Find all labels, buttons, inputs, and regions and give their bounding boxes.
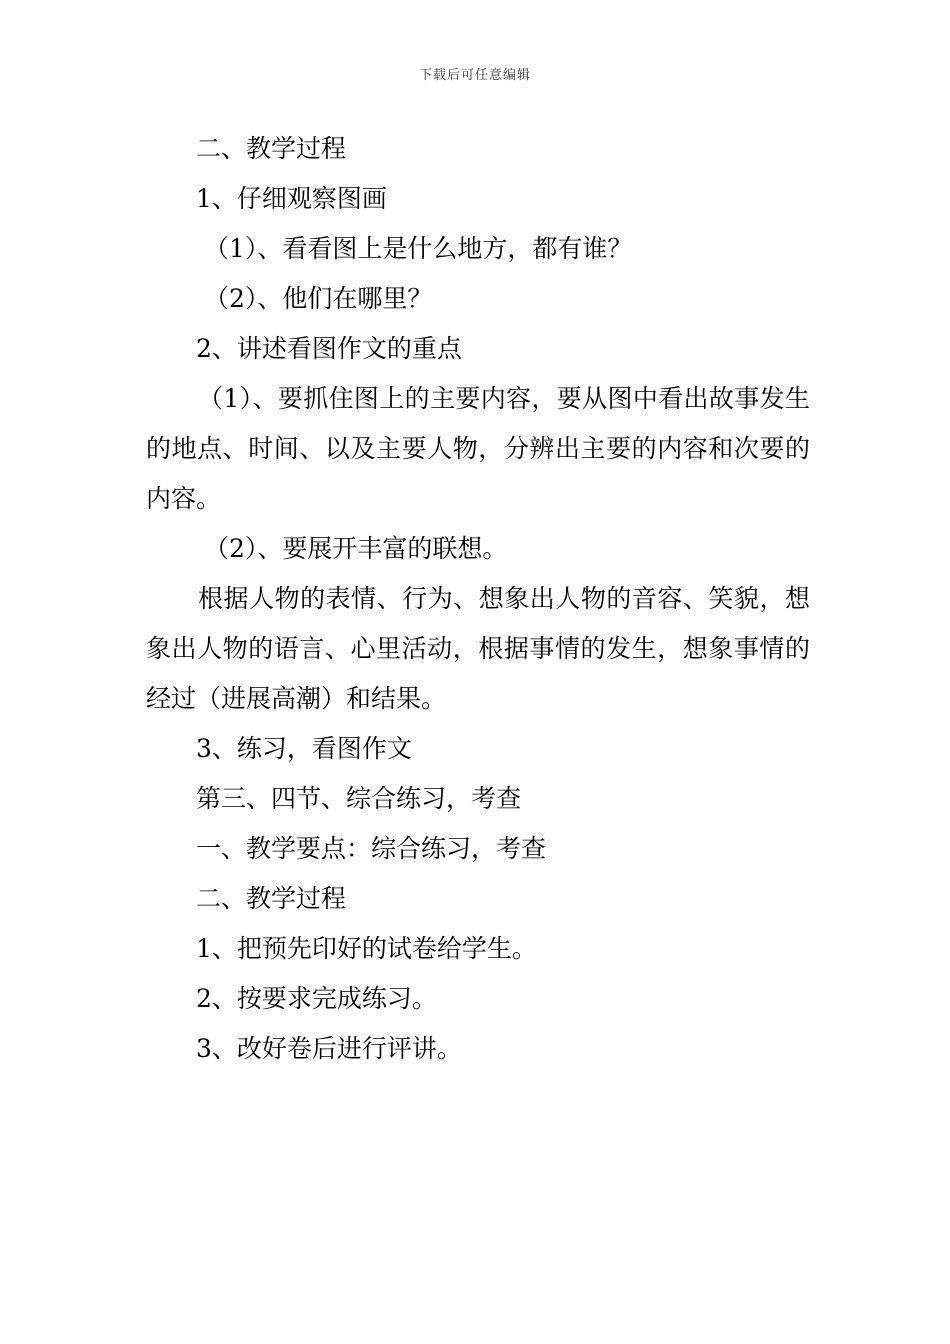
paragraph: （1）、要抓住图上的主要内容，要从图中看出故事发生的地点、时间、以及主要人物，分辨出主要的内容和次要的内容。 [146, 384, 810, 513]
section-heading: 第三、四节、综合练习，考查 [196, 784, 522, 813]
step-item: 2、讲述看图作文的重点 [196, 334, 462, 363]
section-heading: 二、教学过程 [196, 884, 347, 913]
step-item: 3、改好卷后进行评讲。 [196, 1034, 462, 1063]
paragraph: 根据人物的表情、行为、想象出人物的音容、笑貌，想象出人物的语言、心里活动，根据事情的发生，想象事情的经过（进展高潮）和结果。 [146, 584, 810, 713]
step-item: 2、按要求完成练习。 [196, 984, 437, 1013]
section-heading: 二、教学过程 [196, 134, 347, 163]
step-item: 1、仔细观察图画 [196, 184, 387, 213]
sub-step-item: （2）、他们在哪里？ [204, 284, 433, 313]
section-heading: 一、教学要点：综合练习，考查 [196, 834, 547, 863]
sub-step-item: （1）、看看图上是什么地方，都有谁？ [204, 234, 633, 263]
page-content [146, 124, 810, 1074]
step-item: 1、把预先印好的试卷给学生。 [196, 934, 537, 963]
sub-step-item: （2）、要展开丰富的联想。 [204, 534, 508, 563]
page-header: 下载后可任意编辑 [418, 68, 531, 83]
step-item: 3、练习，看图作文 [196, 734, 412, 763]
